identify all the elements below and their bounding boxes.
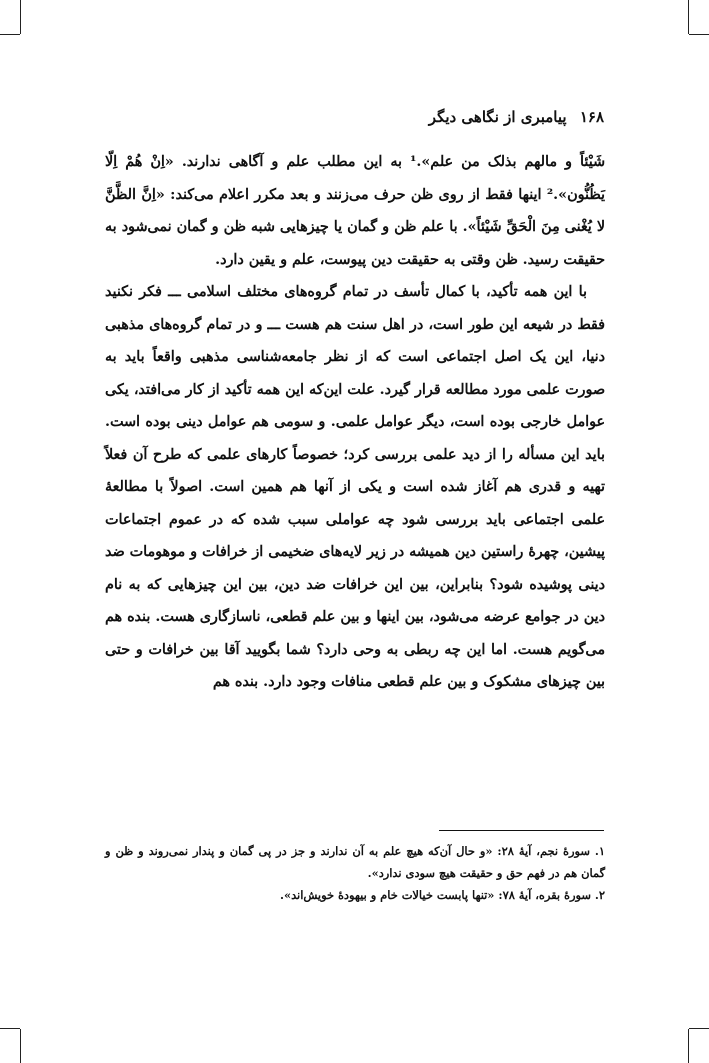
crop-mark-bottom-right-horizontal <box>689 1028 709 1029</box>
running-header <box>429 108 604 126</box>
body-text <box>105 146 605 699</box>
paragraph-1: شَيْئاً و مالهم بذلک من علم».¹ به این مطلب علم و آگاهی ندارند. «اِنْ هُمْ اِلّا يَظُنُّون».² اینها فقط از روی ظن حرف می‌زنند و بعد مکرر اعلام می‌کند: «اِنَّ الظَّنَّ لا يُغْنى مِنَ الْحَقِّ شَيْئاً». با علم ظن و گمان یا چیزهایی شبه ظن و گمان نمی‌شود به حقیقت رسید. ظن وقتی به حقیقت دین پیوست، علم و یقین دارد. <box>105 154 605 268</box>
crop-mark-bottom-left-vertical <box>20 1029 21 1063</box>
crop-mark-top-right-horizontal <box>689 34 709 35</box>
crop-mark-top-left-horizontal <box>0 34 20 35</box>
footnote-separator <box>439 830 604 831</box>
footnote-1: ۱. سورهٔ نجم، آیهٔ ۲۸: «و حال آن‌که هیچ علم به آن ندارند و جز در پی گمان و پندار نمی‌روند و ظن و گمان هم در فهم حق و حقیقت هیچ سودی ندارد». <box>105 844 605 880</box>
crop-mark-top-right-vertical <box>688 0 689 34</box>
footnotes <box>105 840 605 906</box>
crop-mark-bottom-right-vertical <box>688 1029 689 1063</box>
footnote-2: ۲. سورهٔ بقره، آیهٔ ۷۸: «تنها پابست خیالات خام و بیهودهٔ خویش‌اند». <box>279 888 605 902</box>
paragraph-2: با این همه تأکید، با کمال تأسف در تمام گروه‌های مختلف اسلامی ـــ فکر نکنید فقط در شیعه این طور است، در اهل سنت هم هست ـــ و در تمام گروه‌های مذهبی دنیا، این یک اصل اجتماعی است که از نظر جامعه‌شناسی مذهبی واقعاً باید به صورت علمی مورد مطالعه قرار گیرد. علت این‌که این همه تأکید از کار می‌افتد، یکی عوامل خارجی بوده است، دیگر عوامل علمی. و سومی هم عوامل دینی بوده است. باید این مسأله را از دید علمی بررسی کرد؛ خصوصاً کارهای علمی که طرح آن فعلاً تهیه و قدری هم آغاز شده است و یکی از آنها هم همین است. اصولاً با مطالعهٔ علمی اجتماعی باید بررسی شود چه عواملی سبب شده که در عموم اجتماعات پیشین، چهرهٔ راستین دین همیشه در زیر لایه‌های ضخیمی از خرافات و موهومات ضد دینی پوشیده شود؟ بنابراین، بین این خرافات ضد دین، بین این چیزهایی که به نام دین در جوامع عرضه می‌شود، بین اینها و بین علم قطعی، ناسازگاری هست. بنده هم می‌گویم هست. اما این چه ربطی به وحی دارد؟ شما بگویید آقا بین خرافات و حتی بین چیزهای مشکوک و بین علم قطعی منافات وجود دارد. بنده هم <box>105 284 605 690</box>
crop-mark-top-left-vertical <box>20 0 21 34</box>
page-number: ۱۶۸ <box>579 108 604 126</box>
book-title: پیامبری از نگاهی دیگر <box>428 108 567 126</box>
crop-mark-bottom-left-horizontal <box>0 1028 20 1029</box>
